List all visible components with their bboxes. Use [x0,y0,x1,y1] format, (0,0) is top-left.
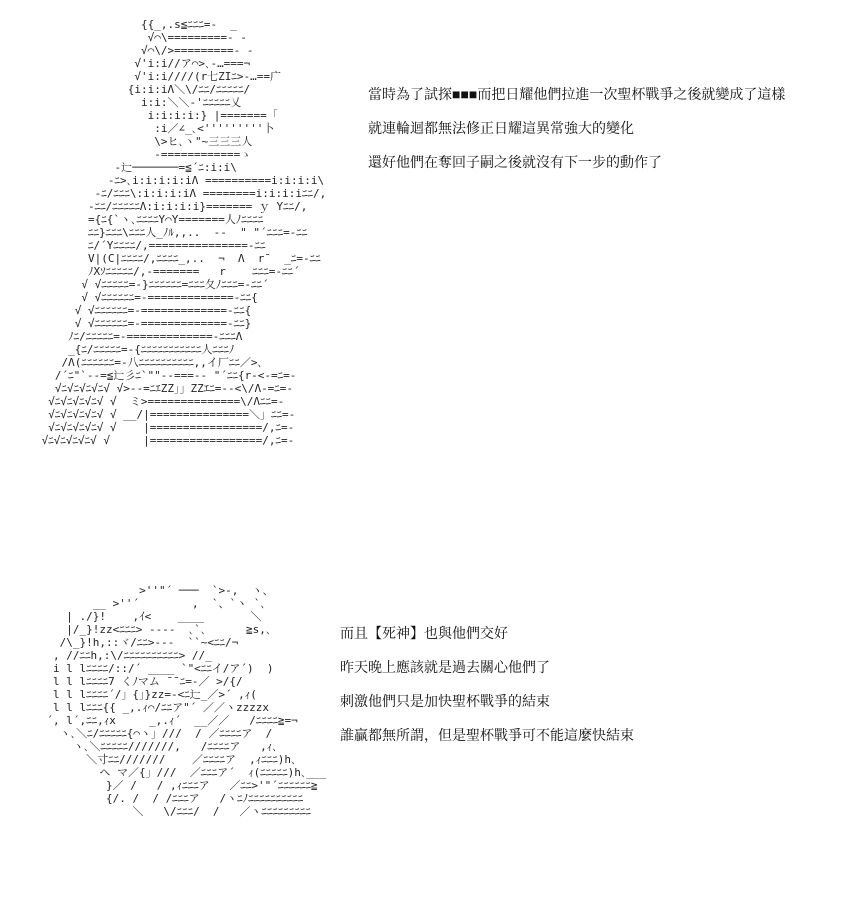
ascii-art-character-standing: {{_,.s≦ﾆﾆﾆ=- _ √⌒\=========- - √⌒\/>=========- - √'i:i//ア⌒>､-…===¬ √'i:i////(r七ZIﾆ>-…==广 {i:i:iΛ＼\/ﾆﾆ/ﾆﾆﾆﾆﾆ/ i:i:＼＼-'ﾆﾆﾆﾆﾆ乂 i:i:i:i:} |=======「 :i／∠_､<'''''''''卜 \>ヒ､ヽ"~三三三人 -============ゝ -辷───────=≦´ﾆ:i:i\ -ﾆ>､i:i:i:i:iΛ ==========i:i:i:i\ -ﾆ/ﾆﾆﾆ\:i:i:i:iΛ ========i:i:i:iﾆﾆ/, -ﾆﾆ/ﾆﾆﾆﾆﾆΛ:i:i:i:i}======= ｙ Yﾆﾆ/, ={ﾆ{`ヽ､ﾆﾆﾆﾆY⌒Y=======人ﾉﾆﾆﾆﾆ ﾆﾆ}ﾆﾆﾆ\ﾆﾆﾆ人_ﾉﾙ,,.. -- " "´ﾆﾆﾆ=-ﾆﾆ ﾆ/´Yﾆﾆﾆﾆ/,===============-ﾆﾆ V|(C|ﾆﾆﾆﾆ/,ﾆﾆﾆﾆ_,.. ¬ Λ r¯ _ﾆ=-ﾆﾆ ﾉXｿﾆﾆﾆﾆﾆ/,-======= r ﾆﾆﾆ=-ﾆﾆ´ √ √ﾆﾆﾆﾆﾆ=-}ﾆﾆﾆﾆﾆﾆ=ﾆﾆﾆ夂ﾉﾆﾆﾆ=-ﾆﾆ´ √ √ﾆﾆﾆﾆﾆﾆ=-=============-ﾆﾆ{ √ √ﾆﾆﾆﾆﾆﾆ=-=============-ﾆﾆ{ √ √ﾆﾆﾆﾆﾆﾆ=-=============-ﾆﾆ} ﾉﾆ/ﾆﾆﾆﾆﾆ=-=============-ﾆﾆﾆΛ _{ﾆ/ﾆﾆﾆﾆﾆ=-{ﾆﾆﾆﾆﾆﾆﾆﾆﾆﾆﾆ人ﾆﾆﾆﾉ /Λ(ﾆﾆﾆﾆﾆﾆ=-八ﾆﾆﾆﾆﾆﾆﾆﾆﾆﾆ,,イ厂ﾆﾆ／>､ /´ﾆ"`--=≦辷彡ﾆ`""--===-- "´ﾆﾆ{r-<-=ﾆ=- √ﾆ√ﾆ√ﾆ√ﾆ√ √>--=ﾆｴZZ」」ZZｴﾆ=--<\/Λ-=ﾆ=- √ﾆ√ﾆ√ﾆ√ﾆ√ √ ミ>==============\/Λﾆﾆ=- √ﾆ√ﾆ√ﾆ√ﾆ√ √ __/|===============＼」ﾆﾆ=- √ﾆ√ﾆ√ﾆ√ﾆ√ √ |=================/,ﾆ=- √ﾆ√ﾆ√ﾆ√ﾆ√ √ |=================/,ﾆ=- [41,18,327,447]
narration-line: 誰贏都無所謂，但是聖杯戰爭可不能這麼快結束 [340,727,634,743]
narration-block-bottom [340,623,820,759]
narration-line: 就連輪迴都無法修正日耀這異常強大的變化 [368,120,634,136]
narration-block-top [368,84,838,186]
narration-line: 而且【死神】也與他們交好 [340,625,508,641]
narration-line: 當時為了試探■■■而把日耀他們拉進一次聖杯戰爭之後就變成了這樣 [368,86,786,102]
ascii-art-character-closeup: >''"´ ─── `>-, ヽ、 __ >''´ , `、`ヽ `､ | ./}! ,ｲ< ____ ＼ |/_}!zz<ﾆﾆﾆ> ---- ､`､ ≧s,､ /\_}!h,::ヾ/ﾆﾆ>--- ``~<ﾆﾆ/¬ , //ﾆﾆh,:\/ﾆﾆﾆﾆﾆﾆﾆﾆﾆﾆ> //_ i l lﾆﾆﾆﾆ/::/´ ____ `"<ﾆﾆイ/ア´) ) l l lﾆﾆﾆﾆ7 くﾉマム ¯¯ﾆ=-／ >/{/ l l lﾆﾆﾆﾆ´/」{」}zz=-<ﾆ辷_／>´ ,ｨ( l l lﾆﾆﾆ{{ _,.ｨ⌒/ﾆﾆア"´ ／／ヽzzzzx ´, l´,ﾆﾆ,ｨx _,.ｨ´ __／／ /ﾆﾆﾆﾆ≧=¬ ヽ､＼ﾆ/ﾆﾆﾆﾆﾆ{⌒ヽ」/// / ／ﾆﾆﾆﾆア / ヽ､＼ﾆﾆﾆﾆﾆ///////, /ﾆﾆﾆﾆア ,ｨ､ ＼寸ﾆﾆ/////// ／ﾆﾆﾆﾆア ,ｨﾆﾆﾆ)h､ ヘ マ／{」/// ／ﾆﾆﾆア´ ｨ(ﾆﾆﾆﾆﾆ)h､___ }／ / / ,ｨﾆﾆﾆア ／ﾆﾆ>'"´ﾆﾆﾆﾆﾆﾆ≧ {/. / / /ﾆﾆﾆア /ヽﾆﾉﾆﾆﾆﾆﾆﾆﾆﾆﾆﾆ ＼ \/ﾆﾆﾆ/ / ／ヽﾆﾆﾆﾆﾆﾆﾆﾆﾆ [46,584,327,818]
narration-line: 昨天晚上應該就是過去關心他們了 [340,659,550,675]
narration-line: 還好他們在奪回子嗣之後就沒有下一步的動作了 [368,154,662,170]
narration-line: 刺激他們只是加快聖杯戰爭的結束 [340,693,550,709]
